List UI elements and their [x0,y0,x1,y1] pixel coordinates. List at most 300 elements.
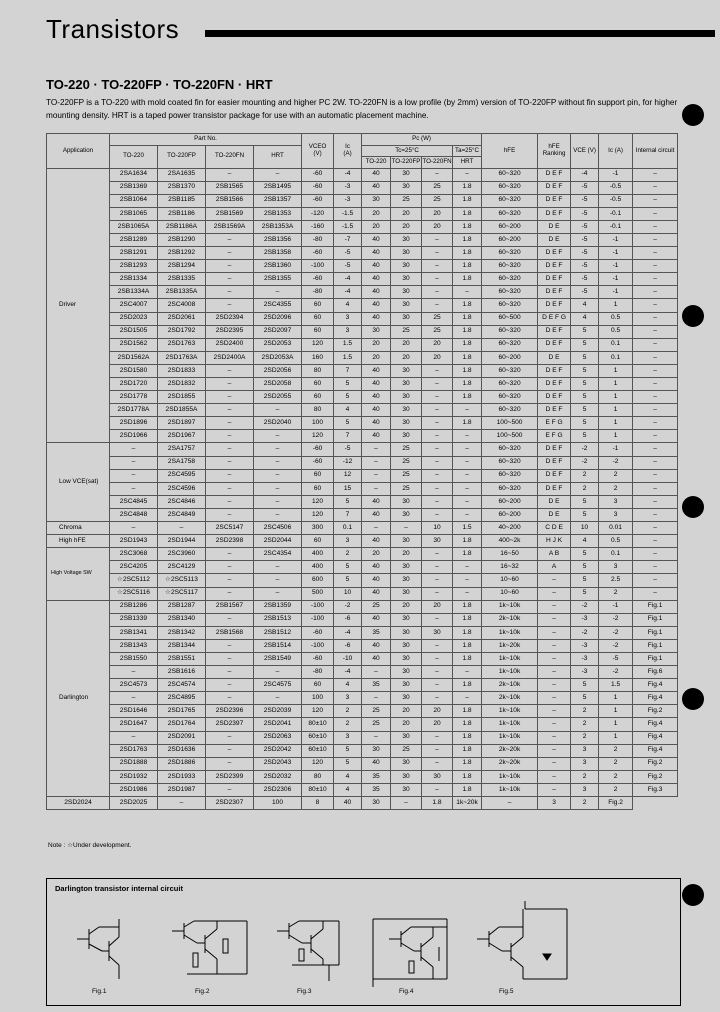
table-cell: -160 [302,220,334,233]
table-row [47,495,678,508]
table-cell: 2SD1562A [110,351,158,364]
fig5-circuit [477,901,567,979]
table-cell: 0.1 [599,548,633,561]
table-cell: 40 [362,286,391,299]
table-cell: – [633,181,678,194]
table-cell: 2 [599,469,633,482]
table-cell: – [254,469,302,482]
table-cell: 2SD1933 [158,770,206,783]
table-cell: 4 [571,299,599,312]
table-cell: 2SB1344 [158,639,206,652]
table-cell: Fig.4 [633,692,678,705]
table-cell: 5 [571,548,599,561]
table-cell: – [158,797,206,810]
table-cell: 2SD2025 [110,797,158,810]
table-cell: – [538,770,571,783]
table-cell: – [362,456,391,469]
table-cell: -5 [599,652,633,665]
table-cell: 40 [362,233,391,246]
table-cell: -5 [571,233,599,246]
table-cell: 5 [571,364,599,377]
table-cell: 2SD2041 [254,718,302,731]
table-cell: -60 [302,194,334,207]
table-cell: 2SD2091 [158,731,206,744]
table-cell: 1 [599,731,633,744]
table-cell: 400~2k [482,535,538,548]
col-ta25: Ta=25°C [453,145,482,157]
title-bar-decoration [205,30,715,37]
table-row [47,783,678,796]
table-cell: D E F [538,338,571,351]
table-row [47,299,678,312]
table-cell: – [206,744,254,757]
table-cell: 2SB1353 [254,207,302,220]
table-cell: – [206,692,254,705]
table-cell: 40 [362,535,391,548]
fig5-label: Fig.5 [499,988,514,995]
table-cell: – [422,495,453,508]
table-cell: 2SB1286 [110,600,158,613]
table-cell: – [633,417,678,430]
table-cell: 1.8 [453,220,482,233]
table-cell: 120 [302,757,334,770]
table-cell: 2SB1186 [158,207,206,220]
table-cell: 1k~10k [482,652,538,665]
table-cell: 2SD2053 [254,338,302,351]
table-cell: 2SD1896 [110,417,158,430]
table-cell: -100 [302,600,334,613]
table-cell: 2SC4129 [158,561,206,574]
table-cell: 2SB1293 [110,260,158,273]
table-cell: -5 [571,260,599,273]
table-cell: -2 [571,626,599,639]
table-cell: – [206,247,254,260]
table-cell: 2 [599,587,633,600]
table-cell: – [206,561,254,574]
table-cell: 3 [334,535,362,548]
table-cell: 2SD1966 [110,430,158,443]
table-cell: 2SB1339 [110,613,158,626]
table-cell: 30 [391,312,422,325]
table-row [47,417,678,430]
table-cell: -4 [334,626,362,639]
table-cell: 80±10 [302,783,334,796]
table-cell: -60 [302,626,334,639]
table-cell: – [206,469,254,482]
table-cell: 2SD1943 [110,535,158,548]
table-cell: -1 [599,273,633,286]
table-cell: 5 [334,561,362,574]
table-cell: – [538,626,571,639]
table-cell: 1.8 [453,194,482,207]
table-cell: – [362,692,391,705]
table-cell: -1 [599,443,633,456]
table-cell: 60~320 [482,391,538,404]
table-cell: -6 [334,613,362,626]
table-cell: 25 [391,456,422,469]
table-header [47,134,678,169]
table-cell: 2SC4848 [110,508,158,521]
application-group-label: Chroma [47,522,110,535]
table-cell: -5 [571,181,599,194]
table-cell: 1 [599,364,633,377]
table-cell: D E F [538,443,571,456]
table-cell: -120 [302,207,334,220]
table-cell: – [422,783,453,796]
table-cell: – [158,522,206,535]
table-cell: – [206,495,254,508]
table-cell: 1.8 [453,705,482,718]
table-cell: 2SB1065A [110,220,158,233]
table-cell: -5 [571,286,599,299]
table-cell: 2SC4355 [254,299,302,312]
table-cell: 2SD2044 [254,535,302,548]
table-cell: 7 [334,364,362,377]
table-cell: 120 [302,495,334,508]
table-cell: 2SC4846 [158,495,206,508]
table-cell: 20 [362,548,391,561]
table-cell: -4 [334,666,362,679]
table-cell: -1 [599,233,633,246]
table-cell: D E F [538,168,571,181]
table-cell: 2SB1566 [206,194,254,207]
table-cell: 4 [571,535,599,548]
col-to220: TO-220 [110,145,158,168]
table-cell: – [538,613,571,626]
table-cell: -5 [334,443,362,456]
table-cell: Fig.1 [633,626,678,639]
table-cell: 2SB1186A [158,220,206,233]
table-cell: 2SD2039 [254,705,302,718]
table-cell: – [453,692,482,705]
col-hfe: hFE [482,134,538,169]
table-cell: 1.8 [453,417,482,430]
table-cell: 1 [599,692,633,705]
table-cell: 40 [362,417,391,430]
table-cell: – [391,522,422,535]
table-cell: 30 [391,666,422,679]
table-cell: 40 [362,260,391,273]
table-cell: 2SB1292 [158,247,206,260]
table-cell: – [206,299,254,312]
table-cell: – [422,574,453,587]
col-to220fn: TO-220FN [206,145,254,168]
table-cell: 25 [391,325,422,338]
table-cell: 2SD1562 [110,338,158,351]
table-cell: – [422,469,453,482]
table-cell: – [422,652,453,665]
col-part-no: Part No. [110,134,302,146]
table-cell: 60 [302,535,334,548]
table-cell: 0.1 [599,351,633,364]
table-cell: – [206,456,254,469]
table-cell: 1k~10k [482,718,538,731]
table-cell: – [538,652,571,665]
table-cell: – [422,508,453,521]
table-cell: 2SD1897 [158,417,206,430]
table-cell: 30 [391,783,422,796]
table-cell: 12 [334,469,362,482]
table-cell: 1.8 [453,273,482,286]
table-cell: 25 [422,181,453,194]
table-cell: – [453,443,482,456]
table-cell: 10~60 [482,574,538,587]
table-row [47,260,678,273]
table-cell: 2SD2058 [254,378,302,391]
table-cell: 20 [422,600,453,613]
table-row [47,731,678,744]
table-cell: 2k~10k [482,613,538,626]
table-cell: -4 [334,286,362,299]
table-cell: -3 [571,652,599,665]
table-cell: 1.8 [453,181,482,194]
table-cell: – [110,522,158,535]
table-row [47,456,678,469]
table-cell: – [538,600,571,613]
table-cell: – [422,548,453,561]
table-row [47,626,678,639]
col-hfe-rank: hFE Ranking [538,134,571,169]
table-cell: – [422,364,453,377]
table-cell: 2SD2055 [254,391,302,404]
table-cell: 1.8 [453,325,482,338]
table-cell: Fig.4 [633,679,678,692]
table-cell: – [422,233,453,246]
table-cell: 2SB1290 [158,233,206,246]
col-vce: VCE (V) [571,134,599,169]
table-cell: 1k~10k [482,626,538,639]
table-cell: 100 [302,417,334,430]
intro-paragraph: TO-220FP is a TO-220 with mold coated fin for easier mounting and higher PC 2W. TO-220FN is a low profile (by 2mm) version of TO-220FP without fin support pin, for higher mounting density. HRT is a taped power transistor package for use with an automatic placement machine. [46,98,678,120]
table-cell: 20 [422,718,453,731]
table-row [47,522,678,535]
table-cell: 2SD2063 [254,731,302,744]
table-cell: 2SD2096 [254,312,302,325]
table-row [47,535,678,548]
table-cell: -100 [302,260,334,273]
table-cell: 40 [362,181,391,194]
table-cell: -2 [599,456,633,469]
table-cell: 120 [302,705,334,718]
col-ic: Ic (A) [334,134,362,169]
table-cell: 2 [599,482,633,495]
table-cell: -10 [334,652,362,665]
table-cell: Fig.1 [633,639,678,652]
table-cell: 25 [391,443,422,456]
table-cell: – [633,260,678,273]
table-cell: – [633,273,678,286]
table-cell: Fig.4 [633,744,678,757]
table-cell: – [422,430,453,443]
table-cell: – [206,574,254,587]
table-cell: – [254,561,302,574]
table-cell: D E F G [538,312,571,325]
table-cell: – [453,456,482,469]
table-cell: – [254,482,302,495]
table-cell: 30 [362,797,391,810]
table-cell: 5 [571,561,599,574]
table-cell: 1.8 [453,207,482,220]
table-cell: 15 [334,482,362,495]
table-cell: -2 [571,600,599,613]
table-row [47,482,678,495]
table-cell: 2SC3960 [158,548,206,561]
darlington-circuits-diagram [47,879,680,1005]
table-cell: 1.5 [334,351,362,364]
table-cell: 2SC4506 [254,522,302,535]
table-cell: 1.8 [453,260,482,273]
table-cell: 1 [599,378,633,391]
table-cell: 2 [571,469,599,482]
table-cell: 2SD2040 [254,417,302,430]
table-cell: D E F [538,469,571,482]
col-tc25: Tc=25°C [362,145,453,157]
table-cell: – [422,443,453,456]
table-cell: -2 [571,443,599,456]
table-cell: D E F [538,207,571,220]
table-cell: 40 [362,312,391,325]
table-cell: 2SC4354 [254,548,302,561]
table-cell: 2SC5147 [206,522,254,535]
table-cell: 2SD1763 [158,338,206,351]
table-cell: 1.5 [599,679,633,692]
table-cell: 25 [422,325,453,338]
table-cell: 40 [362,639,391,652]
table-cell: 2SC4895 [158,692,206,705]
table-cell: 20 [391,548,422,561]
table-cell: 2SB1340 [158,613,206,626]
table-cell: 2SB1359 [254,600,302,613]
table-cell: – [254,456,302,469]
table-cell: – [482,797,538,810]
table-cell: -4 [571,168,599,181]
table-cell: 60 [302,312,334,325]
table-cell: – [633,548,678,561]
table-cell: 20 [391,338,422,351]
table-cell: ☆2SC5113 [158,574,206,587]
table-row [47,338,678,351]
table-cell: 60~320 [482,482,538,495]
table-cell: 5 [571,417,599,430]
table-cell: -7 [334,233,362,246]
table-cell: – [538,639,571,652]
table-cell: 2SB1064 [110,194,158,207]
table-cell: 60 [302,325,334,338]
table-cell: 2SD2306 [254,783,302,796]
table-cell: Fig.3 [633,783,678,796]
table-row [47,705,678,718]
table-cell: 1 [599,404,633,417]
table-cell: 30 [362,325,391,338]
table-cell: – [391,797,422,810]
table-cell: 2SD2400A [206,351,254,364]
table-cell: 30 [391,692,422,705]
table-cell: D E [538,220,571,233]
table-row [47,770,678,783]
table-cell: 10~60 [482,587,538,600]
table-cell: – [422,273,453,286]
table-cell: 5 [334,417,362,430]
table-cell: A B [538,548,571,561]
table-cell: 2SD2395 [206,325,254,338]
table-cell: 2SD2397 [206,718,254,731]
table-cell: -2 [599,613,633,626]
table-cell: – [538,587,571,600]
table-cell: – [362,666,391,679]
punch-hole-icon [682,305,704,327]
table-cell: 20 [422,220,453,233]
table-cell: 100~500 [482,430,538,443]
table-cell: 2SB1369 [110,181,158,194]
table-cell: 1 [599,430,633,443]
table-cell: 2SB1356 [254,233,302,246]
table-cell: -5 [571,207,599,220]
table-cell: 4 [334,783,362,796]
table-cell: 1.8 [453,233,482,246]
table-cell: 25 [362,718,391,731]
table-cell: 2SB1568 [206,626,254,639]
table-cell: D E F [538,404,571,417]
fig1-circuit [77,919,119,979]
table-cell: -60 [302,247,334,260]
table-cell: – [206,731,254,744]
table-cell: – [633,561,678,574]
table-cell: 2SB1342 [158,626,206,639]
table-row [47,430,678,443]
table-cell: 40 [362,652,391,665]
table-cell: – [206,666,254,679]
table-cell: – [453,286,482,299]
table-cell: 2SD1647 [110,718,158,731]
table-cell: – [422,378,453,391]
application-group-label: Low VCE(sat) [47,443,110,522]
table-cell: Fig.2 [633,705,678,718]
table-cell: 60~200 [482,495,538,508]
table-cell: 30 [391,404,422,417]
table-cell: – [110,731,158,744]
table-cell: 60 [302,378,334,391]
table-cell: 2SC3068 [110,548,158,561]
table-cell: -60 [302,181,334,194]
table-cell: – [206,430,254,443]
table-cell: 2k~20k [482,744,538,757]
table-cell: – [453,666,482,679]
table-cell: 1.8 [453,626,482,639]
table-cell: – [453,587,482,600]
table-cell: 2SB1343 [110,639,158,652]
table-cell: – [422,561,453,574]
table-cell: D E F [538,325,571,338]
table-cell: 100~500 [482,417,538,430]
table-cell: 25 [362,600,391,613]
table-cell: -5 [571,194,599,207]
table-cell: 20 [422,351,453,364]
table-cell: 10 [334,587,362,600]
table-cell: -3 [334,194,362,207]
table-cell: – [206,404,254,417]
table-cell: 2SB1065 [110,207,158,220]
table-cell: 40 [362,561,391,574]
table-cell: 1 [599,391,633,404]
table-cell: – [206,613,254,626]
table-cell: -100 [302,613,334,626]
table-cell: 25 [391,469,422,482]
table-cell: 2SA1635 [158,168,206,181]
table-cell: 35 [362,626,391,639]
table-cell: 30 [391,430,422,443]
table-cell: -0.5 [599,194,633,207]
table-cell: – [422,417,453,430]
